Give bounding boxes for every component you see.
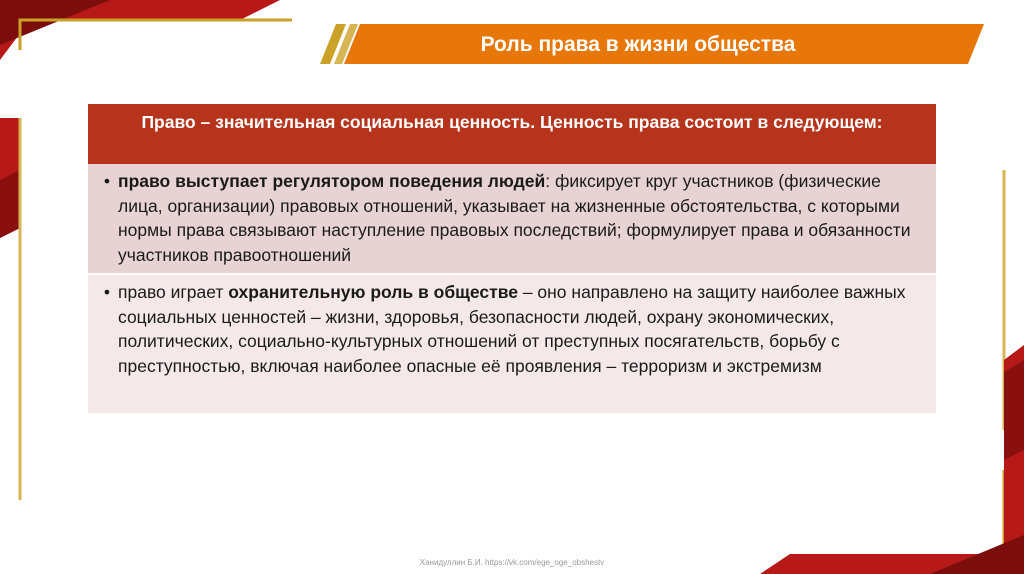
side-red-right-dark [1004,360,1024,460]
bullet: • [103,282,111,302]
row-bold-text: охранительную роль в обществе [228,282,518,302]
table-header: Право – значительная социальная ценность. Ценность права состоит в следующем: [88,104,936,164]
row-body-text: : фиксирует круг участников (физические лица, организации) правовых отношений, указывает на жизненные обстоятельства, с которыми нормы права связывают наступление правовых последствий; формулирует права и обязанности участников правоотношений [118,171,911,265]
row-text [118,169,926,267]
bullet: • [103,171,111,191]
row-lead-text: право играет [118,282,229,302]
content-table [88,104,936,413]
footer-credit: Ханидуллин Б.И. https://vk.com/ege_oge_obshestv [419,558,605,567]
row-body-text: – оно направлено на защиту наиболее важных социальных ценностей – жизни, здоровья, безопасности людей, охрану экономических, политических, социально-культурных отношений от преступных посягательств, борьбу с преступностью, включая наиболее опасные её проявления – терроризм и экстремизм [118,282,906,376]
table-row [88,164,936,273]
gold-frame-bottom [880,470,1004,558]
slide-title: Роль права в жизни общества [480,33,796,56]
row-text [118,280,926,407]
title-bar [308,24,984,66]
corner-red-top-left-dark [0,0,110,45]
side-red-left-dark [0,170,20,238]
table-row [88,275,936,413]
row-bold-text: право выступает регулятором поведения людей [118,171,546,191]
gold-frame-top [20,20,292,50]
